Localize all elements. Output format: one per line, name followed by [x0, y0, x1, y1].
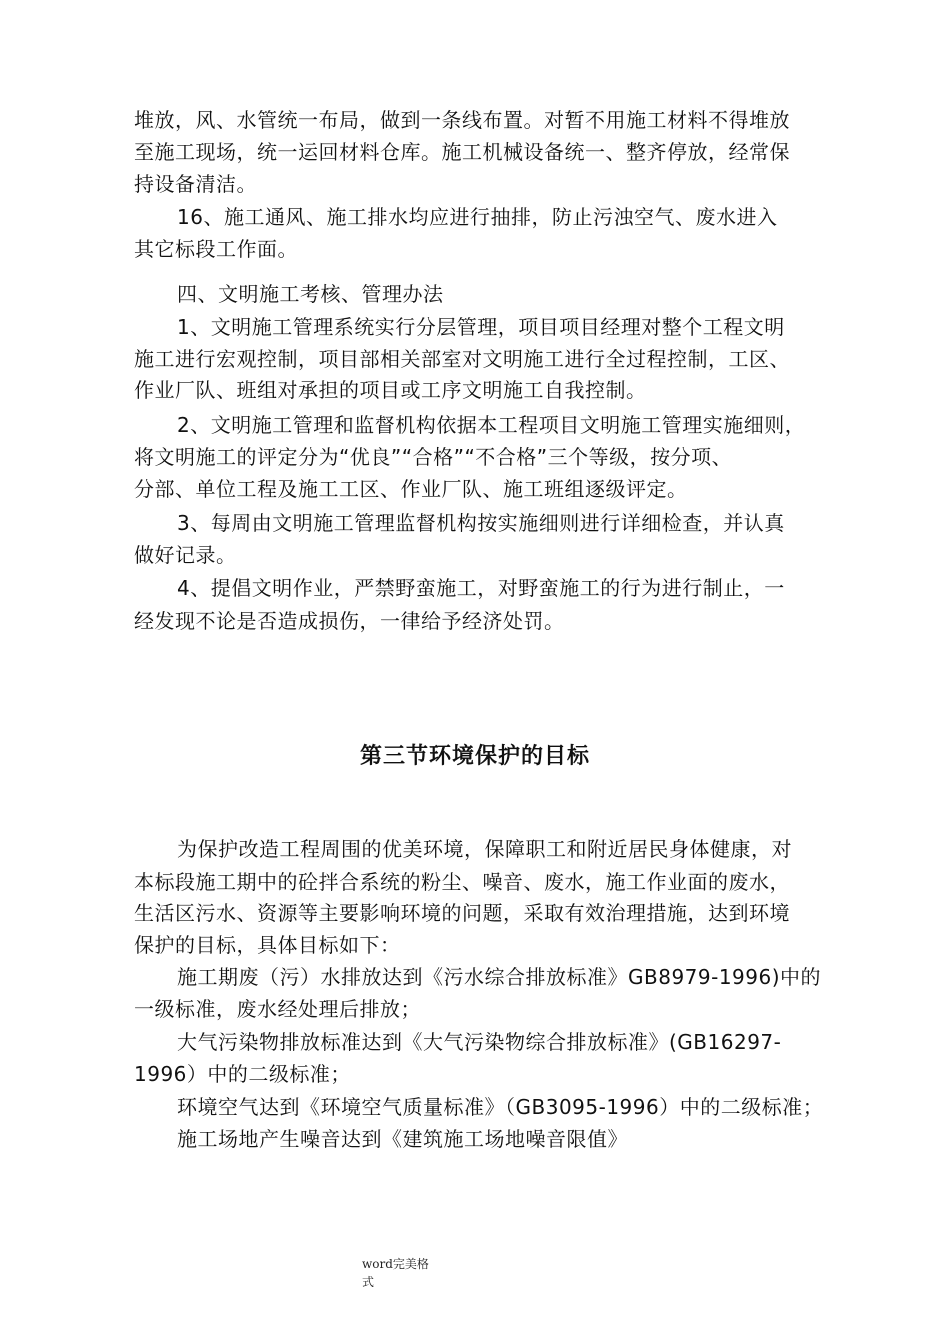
subsection-heading: 四、文明施工考核、管理办法 [177, 282, 444, 306]
paragraph-line: 保护的目标，具体目标如下： [134, 933, 401, 957]
paragraph-line: 堆放，风、水管统一布局，做到一条线布置。对暂不用施工材料不得堆放 [134, 108, 790, 132]
section-title: 第三节环境保护的目标 [359, 744, 590, 769]
paragraph-line: 施工场地产生噪音达到《建筑施工场地噪音限值》 [177, 1127, 628, 1151]
paragraph-line: 16、施工通风、施工排水均应进行抽排，防止污浊空气、废水进入 [177, 205, 778, 229]
paragraph-line: 2、文明施工管理和监督机构依据本工程项目文明施工管理实施细则， [177, 413, 806, 437]
paragraph-line: 做好记录。 [134, 543, 237, 567]
paragraph-line: 3、每周由文明施工管理监督机构按实施细则进行详细检查，并认真 [177, 511, 785, 535]
paragraph-line: 至施工现场，统一运回材料仓库。施工机械设备统一、整齐停放，经常保 [134, 140, 790, 164]
paragraph-line: 其它标段工作面。 [134, 237, 298, 261]
paragraph-line: 施工期废（污）水排放达到《污水综合排放标准》GB8979-1996)中的 [177, 965, 822, 989]
paragraph-line: 分部、单位工程及施工工区、作业厂队、施工班组逐级评定。 [134, 477, 688, 501]
footer-text: 式 [362, 1275, 375, 1289]
paragraph-line: 作业厂队、班组对承担的项目或工序文明施工自我控制。 [134, 378, 647, 402]
paragraph-line: 持设备清洁。 [134, 172, 257, 196]
paragraph-line: 生活区污水、资源等主要影响环境的问题，采取有效治理措施，达到环境 [134, 901, 790, 925]
paragraph-line: 一级标准，废水经处理后排放； [134, 997, 421, 1021]
paragraph-line: 1、文明施工管理系统实行分层管理，项目项目经理对整个工程文明 [177, 315, 785, 339]
paragraph-line: 将文明施工的评定分为“优良”“合格”“不合格”三个等级，按分项、 [134, 445, 733, 469]
footer-text: word完美格 [362, 1257, 429, 1271]
paragraph-line: 经发现不论是否造成损伤，一律给予经济处罚。 [134, 609, 565, 633]
paragraph-line: 环境空气达到《环境空气质量标准》（GB3095-1996）中的二级标准； [177, 1095, 824, 1119]
paragraph-line: 大气污染物排放标准达到《大气污染物综合排放标准》(GB16297- [177, 1030, 782, 1054]
paragraph-line: 4、提倡文明作业，严禁野蛮施工，对野蛮施工的行为进行制止，一 [177, 576, 785, 600]
paragraph-line: 施工进行宏观控制，项目部相关部室对文明施工进行全过程控制，工区、 [134, 347, 790, 371]
paragraph-line: 本标段施工期中的砼拌合系统的粉尘、噪音、废水，施工作业面的废水， [134, 870, 790, 894]
paragraph-line: 1996）中的二级标准； [134, 1062, 351, 1086]
paragraph-line: 为保护改造工程周围的优美环境，保障职工和附近居民身体健康，对 [177, 837, 792, 861]
